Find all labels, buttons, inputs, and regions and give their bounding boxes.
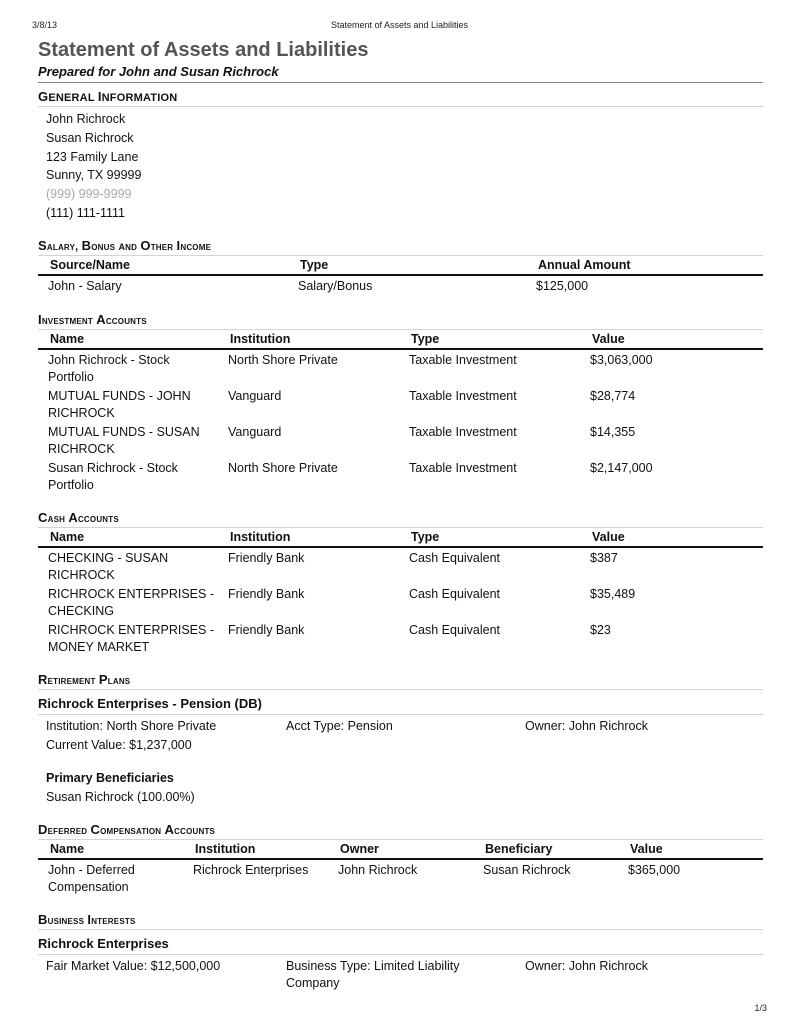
table-cell: MUTUAL FUNDS - JOHN RICHROCK xyxy=(48,389,191,420)
section-heading-cash-accounts xyxy=(38,509,763,528)
table-row xyxy=(38,458,763,494)
section-heading-deferred-compensation xyxy=(38,821,763,840)
table-row xyxy=(38,349,763,386)
heading-rest-letters: ccounts xyxy=(105,315,147,328)
table-row xyxy=(38,275,763,296)
heading-rest-letters: ENERAL xyxy=(48,92,95,104)
table-row xyxy=(38,386,763,422)
investment-table xyxy=(38,330,763,494)
retirement-current-value: Current Value: $1,237,000 xyxy=(46,738,192,753)
table-cell: $3,063,000 xyxy=(590,353,653,368)
retirement-value-row xyxy=(38,736,763,755)
table-cell: Friendly Bank xyxy=(228,587,305,602)
column-header: Type xyxy=(399,528,580,547)
heading-rest-letters: alary, xyxy=(46,240,79,253)
table-cell: $35,489 xyxy=(590,587,636,602)
print-header xyxy=(0,20,799,34)
table-cell: Taxable Investment xyxy=(409,389,517,404)
column-header: Annual Amount xyxy=(526,256,763,275)
table-cell: Taxable Investment xyxy=(409,461,517,476)
heading-initial-letter: C xyxy=(38,510,48,526)
column-header: Name xyxy=(38,840,183,859)
table-row xyxy=(38,547,763,584)
heading-initial-letter: O xyxy=(140,237,151,253)
heading-rest-letters: onus xyxy=(91,240,116,253)
heading-rest-letters: ccounts xyxy=(174,825,216,838)
heading-initial-letter: B xyxy=(38,912,48,928)
heading-rest-letters: ccounts xyxy=(77,513,119,526)
heading-initial-letter: A xyxy=(164,822,175,838)
heading-rest-letters: ncome xyxy=(180,240,212,253)
document-body xyxy=(38,38,763,994)
column-header: Institution xyxy=(183,840,328,859)
table-cell: John - Deferred Compensation xyxy=(48,863,135,894)
table-cell: Cash Equivalent xyxy=(409,623,501,638)
section-heading-salary xyxy=(38,237,763,256)
business-type: Business Type: Limited Liability Company xyxy=(286,959,460,990)
deferred-table xyxy=(38,840,763,896)
heading-initial-letter: a xyxy=(118,237,126,253)
business-fair-market-value: Fair Market Value: $12,500,000 xyxy=(46,959,221,974)
table-row xyxy=(38,859,763,896)
column-header: Name xyxy=(38,528,218,547)
page-title: Statement of Assets and Liabilities xyxy=(38,39,369,61)
business-details-row xyxy=(38,958,763,994)
table-cell: Vanguard xyxy=(228,425,282,440)
section-heading-general-information xyxy=(38,88,763,107)
table-row xyxy=(38,620,763,656)
column-header: Type xyxy=(399,330,580,349)
table-row xyxy=(38,584,763,620)
table-cell: Susan Richrock xyxy=(483,863,571,878)
heading-rest-letters: usiness xyxy=(47,915,85,928)
primary-beneficiary: Susan Richrock (100.00%) xyxy=(46,790,195,805)
heading-initial-letter: I xyxy=(87,912,92,928)
table-cell: Taxable Investment xyxy=(409,425,517,440)
heading-initial-letter: G xyxy=(38,89,49,104)
page-number: 1/3 xyxy=(754,1003,767,1013)
general-info-line: Sunny, TX 99999 xyxy=(46,168,142,183)
heading-rest-letters: nvestment xyxy=(41,315,93,328)
heading-initial-letter: D xyxy=(38,822,48,838)
heading-initial-letter: A xyxy=(96,312,106,328)
column-header: Name xyxy=(38,330,218,349)
column-header: Source/Name xyxy=(38,256,288,275)
table-cell: Susan Richrock - Stock Portfolio xyxy=(48,461,178,492)
heading-initial-letter: P xyxy=(98,672,108,688)
table-cell: CHECKING - SUSAN RICHROCK xyxy=(48,551,169,582)
column-header: Value xyxy=(580,330,763,349)
table-cell: MUTUAL FUNDS - SUSAN RICHROCK xyxy=(48,425,200,456)
heading-rest-letters: nd xyxy=(125,240,138,253)
column-header: Value xyxy=(618,840,763,859)
heading-initial-letter: R xyxy=(38,672,48,688)
table-cell: $2,147,000 xyxy=(590,461,653,476)
column-header: Owner xyxy=(328,840,473,859)
heading-initial-letter: I xyxy=(97,89,102,104)
heading-initial-letter: I xyxy=(176,237,181,253)
heading-rest-letters: etirement xyxy=(47,675,96,688)
heading-initial-letter: I xyxy=(38,312,42,328)
column-header: Type xyxy=(288,256,526,275)
table-cell: Vanguard xyxy=(228,389,282,404)
retirement-acct-type: Acct Type: Pension xyxy=(286,719,393,734)
heading-rest-letters: eferred xyxy=(47,825,88,838)
heading-rest-letters: nterests xyxy=(91,915,136,928)
table-cell: Taxable Investment xyxy=(409,353,517,368)
table-cell: $387 xyxy=(590,551,618,566)
heading-rest-letters: ther xyxy=(150,240,174,253)
print-title: Statement of Assets and Liabilities xyxy=(330,20,469,30)
table-cell: Cash Equivalent xyxy=(409,551,501,566)
retirement-details-row xyxy=(38,717,763,736)
salary-table xyxy=(38,256,763,296)
primary-beneficiaries-title: Primary Beneficiaries xyxy=(46,771,174,786)
section-heading-business-interests xyxy=(38,911,763,930)
column-header: Institution xyxy=(218,330,399,349)
column-header: Beneficiary xyxy=(473,840,618,859)
general-info-list xyxy=(38,107,763,223)
general-info-line: Susan Richrock xyxy=(46,130,134,145)
general-info-line: (999) 999-9999 xyxy=(46,187,132,202)
heading-rest-letters: ash xyxy=(47,513,66,526)
table-cell: RICHROCK ENTERPRISES - CHECKING xyxy=(48,587,214,618)
table-cell: $28,774 xyxy=(590,389,636,404)
table-cell: Friendly Bank xyxy=(228,623,305,638)
print-date: 3/8/13 xyxy=(32,20,58,30)
heading-rest-letters: lans xyxy=(107,675,131,688)
retirement-plan-name: Richrock Enterprises - Pension (DB) xyxy=(38,694,763,715)
table-cell: Richrock Enterprises xyxy=(193,863,309,878)
general-info-line: (111) 111-1111 xyxy=(46,205,125,220)
business-name: Richrock Enterprises xyxy=(38,934,763,955)
table-cell: John - Salary xyxy=(48,278,122,293)
table-cell: $365,000 xyxy=(628,863,681,878)
table-row xyxy=(38,422,763,458)
general-info-line: John Richrock xyxy=(46,112,126,126)
column-header: Value xyxy=(580,528,763,547)
page-subtitle: Prepared for John and Susan Richrock xyxy=(38,64,763,83)
table-cell: $125,000 xyxy=(536,278,589,293)
heading-initial-letter: A xyxy=(68,510,78,526)
business-owner: Owner: John Richrock xyxy=(525,959,648,974)
heading-rest-letters: NFORMATION xyxy=(101,92,178,104)
table-cell: $14,355 xyxy=(590,425,636,440)
general-info-line: 123 Family Lane xyxy=(46,149,139,164)
heading-initial-letter: C xyxy=(90,822,101,838)
retirement-institution: Institution: North Shore Private xyxy=(46,719,217,734)
table-cell: North Shore Private xyxy=(228,461,338,476)
heading-rest-letters: ompensation xyxy=(100,825,162,838)
column-header: Institution xyxy=(218,528,399,547)
section-heading-investment-accounts xyxy=(38,311,763,330)
cash-table xyxy=(38,528,763,656)
section-heading-retirement-plans xyxy=(38,671,763,690)
retirement-owner: Owner: John Richrock xyxy=(525,719,648,734)
table-cell: $23 xyxy=(590,623,611,638)
table-cell: John Richrock xyxy=(338,863,418,878)
table-cell: Salary/Bonus xyxy=(298,278,373,293)
table-cell: Cash Equivalent xyxy=(409,587,501,602)
table-cell: RICHROCK ENTERPRISES - MONEY MARKET xyxy=(48,623,214,654)
table-cell: Friendly Bank xyxy=(228,551,305,566)
heading-initial-letter: S xyxy=(38,237,47,253)
table-cell: John Richrock - Stock Portfolio xyxy=(48,353,170,384)
table-cell: North Shore Private xyxy=(228,353,338,368)
heading-initial-letter: B xyxy=(81,237,92,253)
